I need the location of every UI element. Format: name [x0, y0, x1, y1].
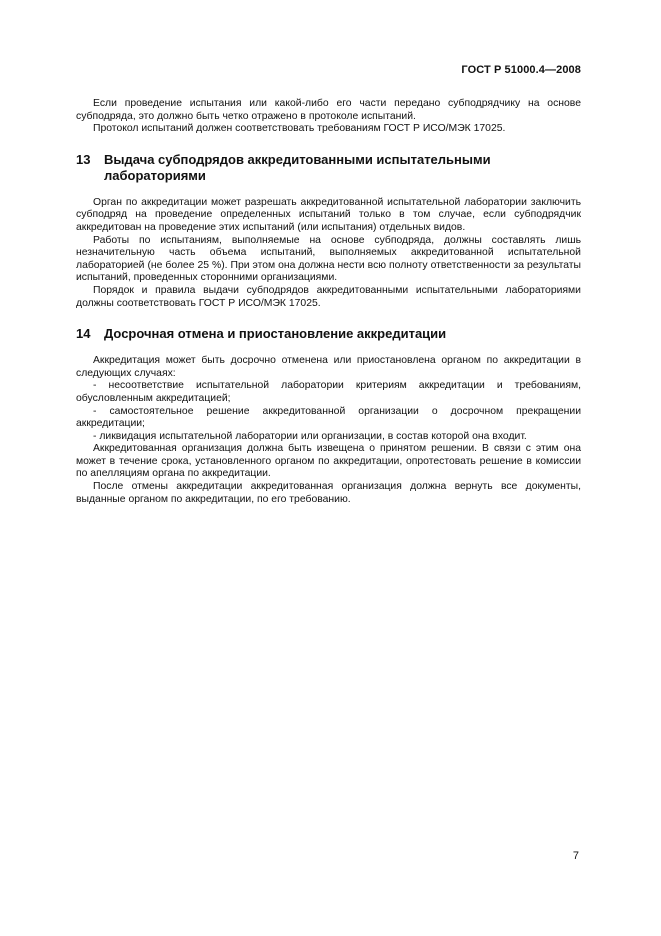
section-title: Досрочная отмена и приостановление аккредитации — [104, 326, 447, 342]
paragraph: Протокол испытаний должен соответствовать требованиям ГОСТ Р ИСО/МЭК 17025. — [93, 123, 506, 135]
paragraph: Если проведение испытания или какой-либо его части передано субподрядчику на основе субподряда, это должно быть четко отражено в протоколе испытаний. — [76, 98, 581, 122]
paragraph: Работы по испытаниям, выполняемые на основе субподряда, должны составлять лишь незначительную часть объема испытаний, выполняемых аккредитованной испытательной лабораторией (не более 25 %). При этом она должна нести всю полноту ответственности за результаты испытаний, проведенных сторонними организациями. — [76, 234, 581, 284]
list-item: - ликвидация испытательной лаборатории или организации, в состав которой она входит. — [93, 430, 527, 442]
section-number: 13 — [76, 151, 91, 167]
page-number: 7 — [572, 850, 579, 862]
section-title: Выдача субподрядов аккредитованными испытательными лабораториями — [104, 151, 491, 183]
document-code-header: ГОСТ Р 51000.4—2008 — [461, 64, 581, 76]
paragraph: Порядок и правила выдачи субподрядов аккредитованными испытательными лабораториями должны соответствовать ГОСТ Р ИСО/МЭК 17025. — [76, 284, 581, 309]
list-item: - несоответствие испытательной лаборатории критериям аккредитации и требованиям, обусловленным аккредитацией; — [76, 380, 581, 404]
paragraph: После отмены аккредитации аккредитованная организация должна вернуть все документы, выданные органом по аккредитации, по его требованию. — [76, 481, 581, 505]
list-item: - самостоятельное решение аккредитованной организации о досрочном прекращении аккредитации; — [76, 405, 581, 430]
paragraph: Орган по аккредитации может разрешать аккредитованной испытательной лаборатории заключить субподряд на проведение определенных испытаний только в том случае, если субподрядчик аккредитован на проведение этих испытаний (или испытания) отдельных видов. — [76, 196, 581, 233]
section-13-heading — [76, 152, 581, 184]
section-14-heading — [76, 326, 581, 342]
section-number: 14 — [76, 326, 91, 342]
paragraph: Аккредитованная организация должна быть извещена о принятом решении. В связи с этим она может в течение срока, установленного органом по аккредитации, опротестовать решение в комиссии по апелляциям органа по аккредитации. — [76, 443, 581, 480]
paragraph: Аккредитация может быть досрочно отменена или приостановлена органом по аккредитации в следующих случаях: — [76, 355, 581, 379]
page-content — [76, 98, 581, 506]
